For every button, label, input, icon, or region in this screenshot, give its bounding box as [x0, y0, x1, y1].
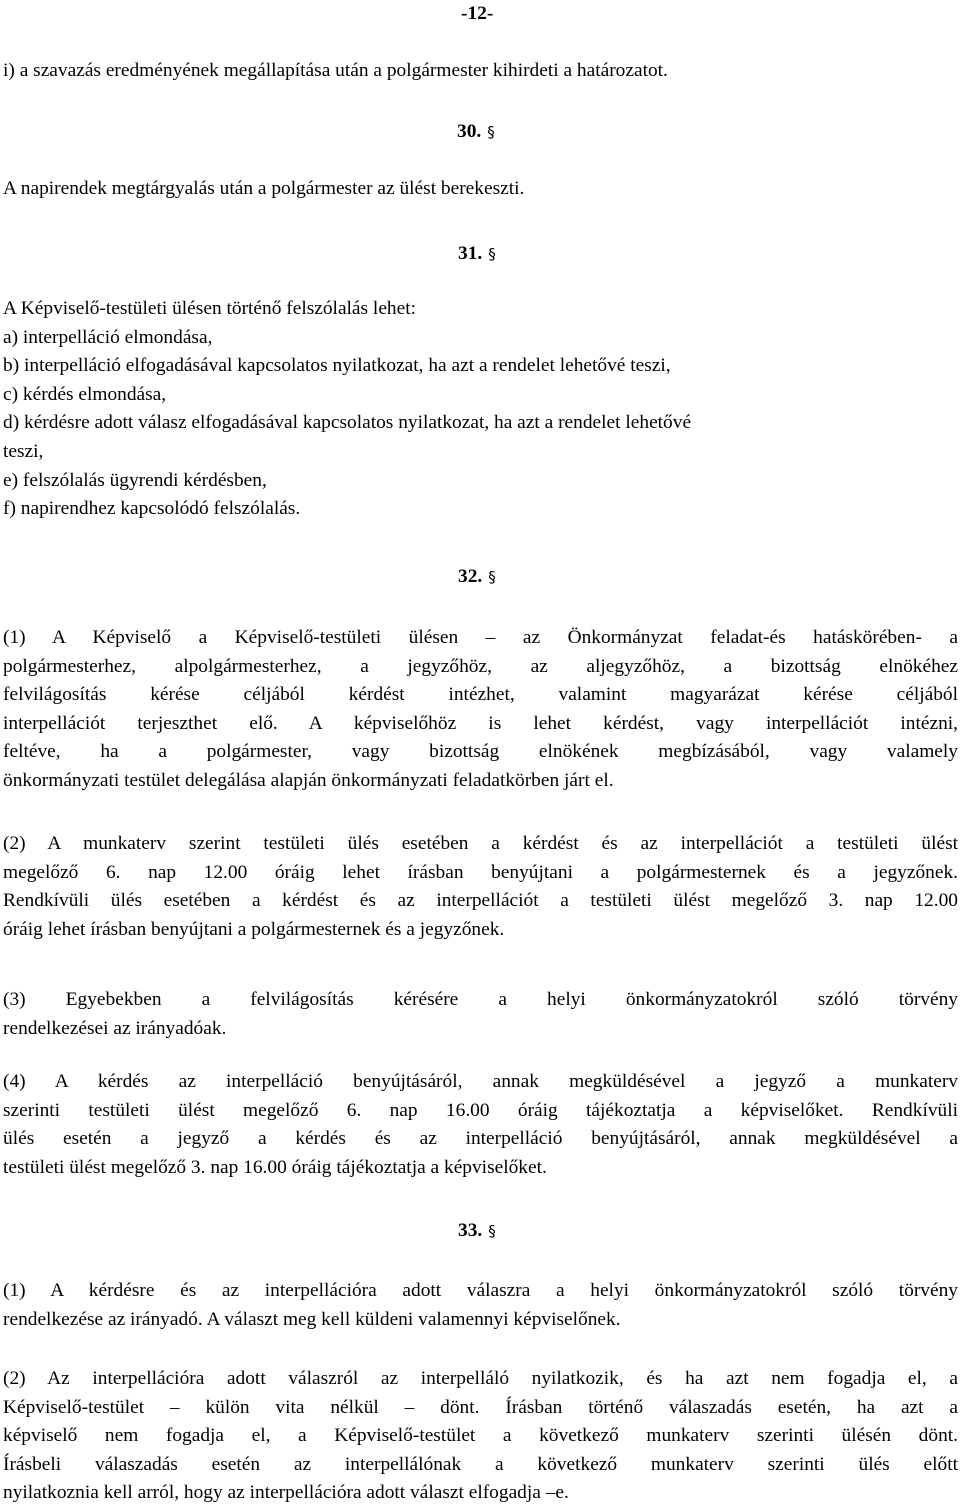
paragraph-33-2	[3, 1365, 958, 1508]
text-line: (3) Egyebekben a felvilágosítás kérésére a helyi önkormányzatokról szóló törvény	[3, 989, 958, 1010]
paragraph-32-3	[3, 986, 958, 1043]
text-line: rendelkezései az irányadóak.	[3, 1017, 227, 1039]
text-line: Írásbeli válaszadás esetén az interpellálónak a következő munkaterv szerinti ülés előtt	[3, 1453, 958, 1475]
text-line: szerinti testületi ülést megelőző 6. nap 16.00 óráig tájékoztatja a képviselőket. Rendkívüli	[3, 1099, 958, 1121]
text-line: Rendkívüli ülés esetében a kérdést és az interpellációt a testületi ülést megelőző 3. nap 12.00	[3, 890, 958, 912]
paragraph-closing	[3, 175, 958, 204]
paragraph-32-2	[3, 830, 958, 944]
text-line: nyilatkoznia kell arról, hogy az interpellációra adott választ elfogadja –e.	[3, 1482, 569, 1504]
paragraph-closing-item	[3, 57, 958, 86]
text-line: megelőző 6. nap 12.00 óráig lehet írásban benyújtani a polgármesternek és a jegyzőnek.	[3, 861, 958, 883]
paragraph-32-4	[3, 1068, 958, 1182]
text-line: Képviselő-testület – külön vita nélkül – dönt. Írásban történő válaszadás esetén, ha azt a	[3, 1396, 958, 1418]
section-sign-icon: §	[488, 1222, 496, 1240]
section-number: 30.	[457, 121, 482, 142]
text-line: testületi ülést megelőző 3. nap 16.00 óráig tájékoztatja a képviselőket.	[3, 1156, 547, 1178]
text-line: (1) A kérdésre és az interpellációra adott válaszra a helyi önkormányzatokról szóló törvény	[3, 1280, 958, 1301]
section-heading-31	[458, 240, 496, 269]
text-line: interpellációt terjeszthet elő. A képviselőhöz is lehet kérdést, vagy interpellációt intézni,	[3, 712, 958, 734]
section-sign-icon: §	[488, 568, 496, 586]
paragraph-33-1	[3, 1277, 958, 1334]
list-item: a) interpelláció elmondása,	[3, 326, 213, 348]
text-line: rendelkezése az irányadó. A választ meg kell küldeni valamennyi képviselőnek.	[3, 1308, 621, 1330]
section-heading-33	[458, 1217, 496, 1246]
section-number: 33.	[458, 1220, 483, 1241]
text-line: (1) A Képviselő a Képviselő-testületi ülésen – az Önkormányzat feladat-és hatáskörében- a	[3, 627, 958, 648]
text-line: polgármesterhez, alpolgármesterhez, a jegyzőhöz, az aljegyzőhöz, a bizottság elnökéhez	[3, 655, 958, 677]
list-item: e) felszólalás ügyrendi kérdésben,	[3, 469, 267, 491]
text-line: A Képviselő-testületi ülésen történő felszólalás lehet:	[3, 298, 417, 319]
paragraph-speech-types	[3, 295, 958, 524]
section-heading-32	[458, 563, 496, 592]
text-line: felvilágosítás kérése céljából kérdést intézhet, valamint magyarázat kérése céljából	[3, 684, 958, 706]
text-line: önkormányzati testület delegálása alapján önkormányzati feladatkörben járt el.	[3, 769, 614, 791]
text-line: óráig lehet írásban benyújtani a polgármesternek és a jegyzőnek.	[3, 918, 505, 940]
list-item: f) napirendhez kapcsolódó felszólalás.	[3, 498, 301, 520]
text-line: i) a szavazás eredményének megállapítása után a polgármester kihirdeti a határozatot.	[3, 60, 668, 81]
text-line: (2) A munkaterv szerint testületi ülés esetében a kérdést és az interpellációt a testületi ülést	[3, 833, 958, 854]
text-line: képviselő nem fogadja el, a Képviselő-testület a következő munkaterv szerinti ülésén dönt.	[3, 1425, 958, 1447]
list-item: c) kérdés elmondása,	[3, 383, 167, 405]
text-line: A napirendek megtárgyalás után a polgármester az ülést berekeszti.	[3, 178, 525, 199]
section-number: 32.	[458, 566, 483, 587]
section-sign-icon: §	[488, 245, 496, 263]
list-item: d) kérdésre adott válasz elfogadásával kapcsolatos nyilatkozat, ha azt a rendelet lehetővé	[3, 412, 692, 434]
paragraph-32-1	[3, 624, 958, 796]
list-item: b) interpelláció elfogadásával kapcsolatos nyilatkozat, ha azt a rendelet lehetővé teszi,	[3, 355, 671, 377]
list-item-continuation: teszi,	[3, 440, 44, 462]
text-line: (2) Az interpellációra adott válaszról az interpelláló nyilatkozik, és ha azt nem fogadja el, a	[3, 1368, 958, 1389]
text-line: ülés esetén a jegyző a kérdés és az interpelláció benyújtásáról, annak megküldésével a	[3, 1128, 958, 1150]
section-heading-30	[457, 118, 495, 147]
section-number: 31.	[458, 243, 483, 264]
text-line: feltéve, ha a polgármester, vagy bizottság elnökének megbízásából, vagy valamely	[3, 741, 958, 763]
section-sign-icon: §	[487, 123, 495, 141]
text-line: (4) A kérdés az interpelláció benyújtásáról, annak megküldésével a jegyző a munkaterv	[3, 1071, 958, 1092]
page-number: -12-	[461, 3, 494, 24]
